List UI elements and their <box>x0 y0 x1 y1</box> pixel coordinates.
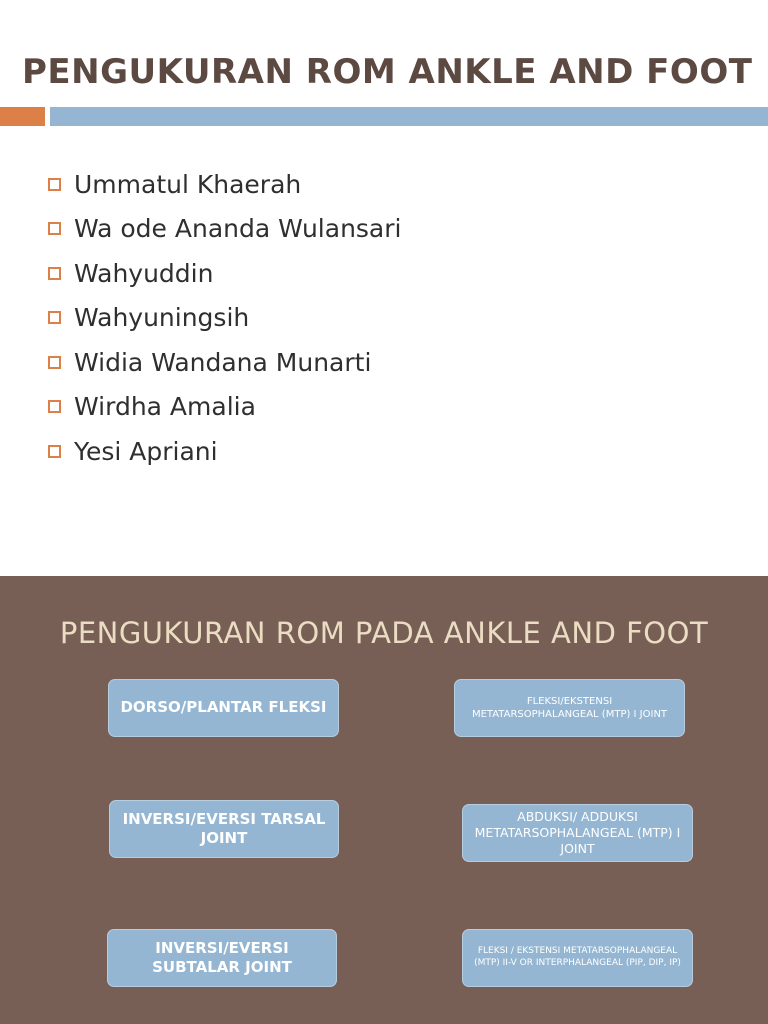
square-bullet-icon <box>48 356 61 369</box>
inversi-eversi-subtalar-box: INVERSI/EVERSI SUBTALAR JOINT <box>107 929 337 987</box>
list-item <box>48 251 401 296</box>
list-item <box>48 340 401 385</box>
member-name: Wa ode Ananda Wulansari <box>74 214 402 244</box>
member-list <box>48 162 401 474</box>
square-bullet-icon <box>48 400 61 413</box>
square-bullet-icon <box>48 311 61 324</box>
inversi-eversi-tarsal-box: INVERSI/EVERSI TARSAL JOINT <box>109 800 339 858</box>
fleksi-ekstensi-mtp2-5-box: FLEKSI / EKSTENSI METATARSOPHALANGEAL (MTP) II-V OR INTERPHALANGEAL (PIP, DIP, IP) <box>462 929 693 987</box>
member-name: Wirdha Amalia <box>74 392 256 422</box>
list-item <box>48 296 401 341</box>
dorso-plantar-fleksi-box: DORSO/PLANTAR FLEKSI <box>108 679 339 737</box>
list-item <box>48 385 401 430</box>
member-name: Wahyuddin <box>74 258 214 288</box>
list-item <box>48 429 401 474</box>
member-name: Yesi Apriani <box>74 436 218 466</box>
accent-bar-orange <box>0 107 45 126</box>
slide-1-title: PENGUKURAN ROM ANKLE AND FOOT <box>22 52 753 92</box>
square-bullet-icon <box>48 178 61 191</box>
list-item <box>48 162 401 207</box>
accent-bar-blue <box>50 107 768 126</box>
member-name: Wahyuningsih <box>74 303 250 333</box>
square-bullet-icon <box>48 267 61 280</box>
square-bullet-icon <box>48 445 61 458</box>
fleksi-ekstensi-mtp1-box: FLEKSI/EKSTENSI METATARSOPHALANGEAL (MTP) I JOINT <box>454 679 685 737</box>
member-name: Widia Wandana Munarti <box>74 347 372 377</box>
member-name: Ummatul Khaerah <box>74 169 302 199</box>
list-item <box>48 207 401 252</box>
slide-2-title: PENGUKURAN ROM PADA ANKLE AND FOOT <box>59 616 709 650</box>
abduksi-adduksi-mtp1-box: ABDUKSI/ ADDUKSI METATARSOPHALANGEAL (MTP) I JOINT <box>462 804 693 862</box>
slide-2 <box>0 576 768 1024</box>
square-bullet-icon <box>48 222 61 235</box>
